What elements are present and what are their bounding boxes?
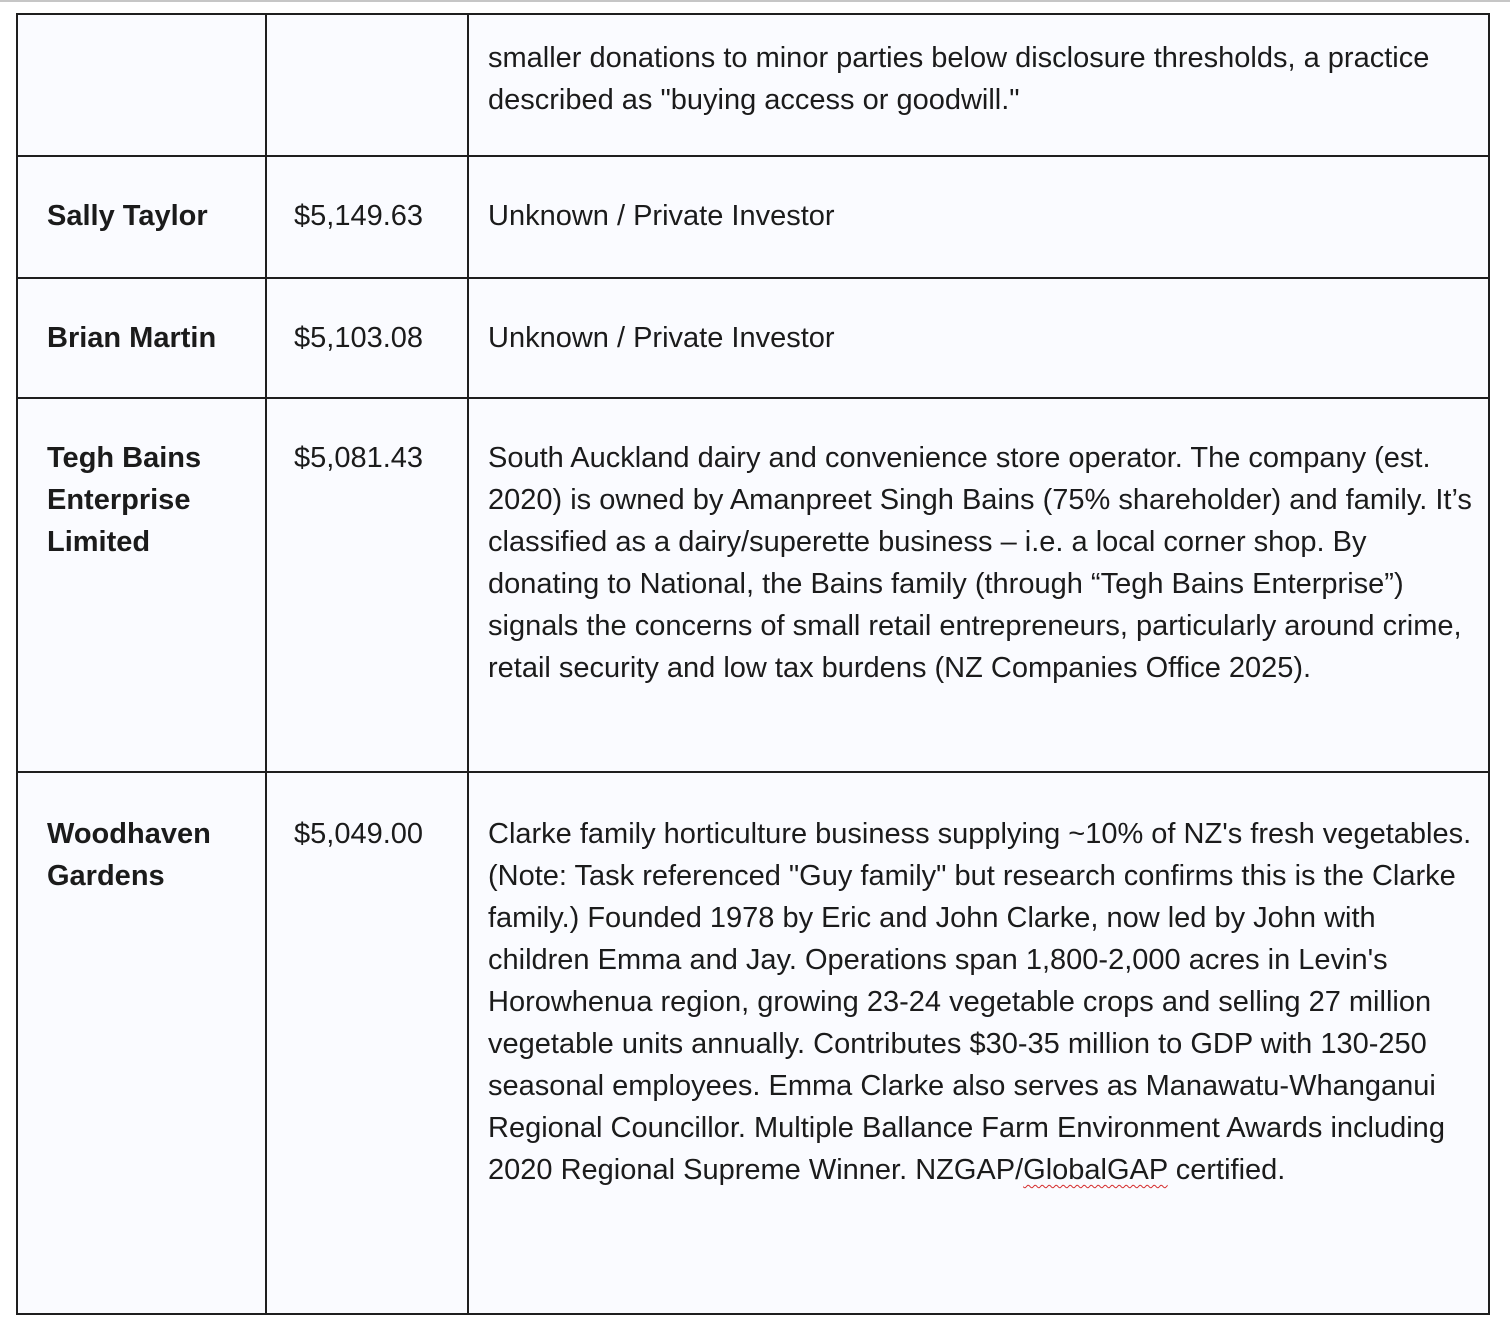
donor-description-cell: Unknown / Private Investor — [468, 156, 1489, 278]
donor-description-cell: South Auckland dairy and convenience store operator. The company (est. 2020) is owned by Amanpreet Singh Bains (75% shareholder) and family. It’s classified as a dairy/superette business – i.e. a local corner shop. By donating to National, the Bains family (through “Tegh Bains Enterprise”) signals the concerns of small retail entrepreneurs, particularly around crime, retail security and low tax burdens (NZ Companies Office 2025). — [468, 398, 1489, 772]
donations-table — [16, 13, 1490, 1315]
table-row — [17, 398, 1489, 772]
donation-amount-cell: $5,149.63 — [266, 156, 468, 278]
description-text: Clarke family horticulture business supplying ~10% of NZ's fresh vegetables. (Note: Task referenced "Guy family" but research confirms this is the Clarke family.) Founded 1978 by Eric and John Clarke, now led by John with children Emma and Jay. Operations span 1,800-2,000 acres in Levin's Horowhenua region, growing 23-24 vegetable crops and selling 27 million vegetable units annually. Contributes $30-35 million to GDP with 130-250 seasonal employees. Emma Clarke also serves as Manawatu-Whanganui Regional Councillor. Multiple Ballance Farm Environment Awards including 2020 Regional Supreme Winner. NZGAP/ — [488, 818, 1472, 1186]
donation-amount-cell: $5,103.08 — [266, 278, 468, 398]
donor-name-cell — [17, 14, 266, 156]
table-row — [17, 772, 1489, 1314]
table-row — [17, 14, 1489, 156]
donor-description-cell — [468, 772, 1489, 1314]
spellcheck-flagged-word[interactable]: GlobalGAP — [1023, 1154, 1168, 1186]
donation-amount-cell — [266, 14, 468, 156]
description-text-tail: certified. — [1167, 1154, 1286, 1186]
page-top-rule — [0, 0, 1510, 2]
donor-description-cell: Unknown / Private Investor — [468, 278, 1489, 398]
donor-description-cell: smaller donations to minor parties below disclosure thresholds, a practice described as "buying access or goodwill." — [468, 14, 1489, 156]
table-row — [17, 156, 1489, 278]
donor-name-cell: Brian Martin — [17, 278, 266, 398]
donation-amount-cell: $5,049.00 — [266, 772, 468, 1314]
table-row — [17, 278, 1489, 398]
donor-name-cell: Sally Taylor — [17, 156, 266, 278]
donor-name-cell: Tegh Bains Enterprise Limited — [17, 398, 266, 772]
donor-name-cell: Woodhaven Gardens — [17, 772, 266, 1314]
donation-amount-cell: $5,081.43 — [266, 398, 468, 772]
